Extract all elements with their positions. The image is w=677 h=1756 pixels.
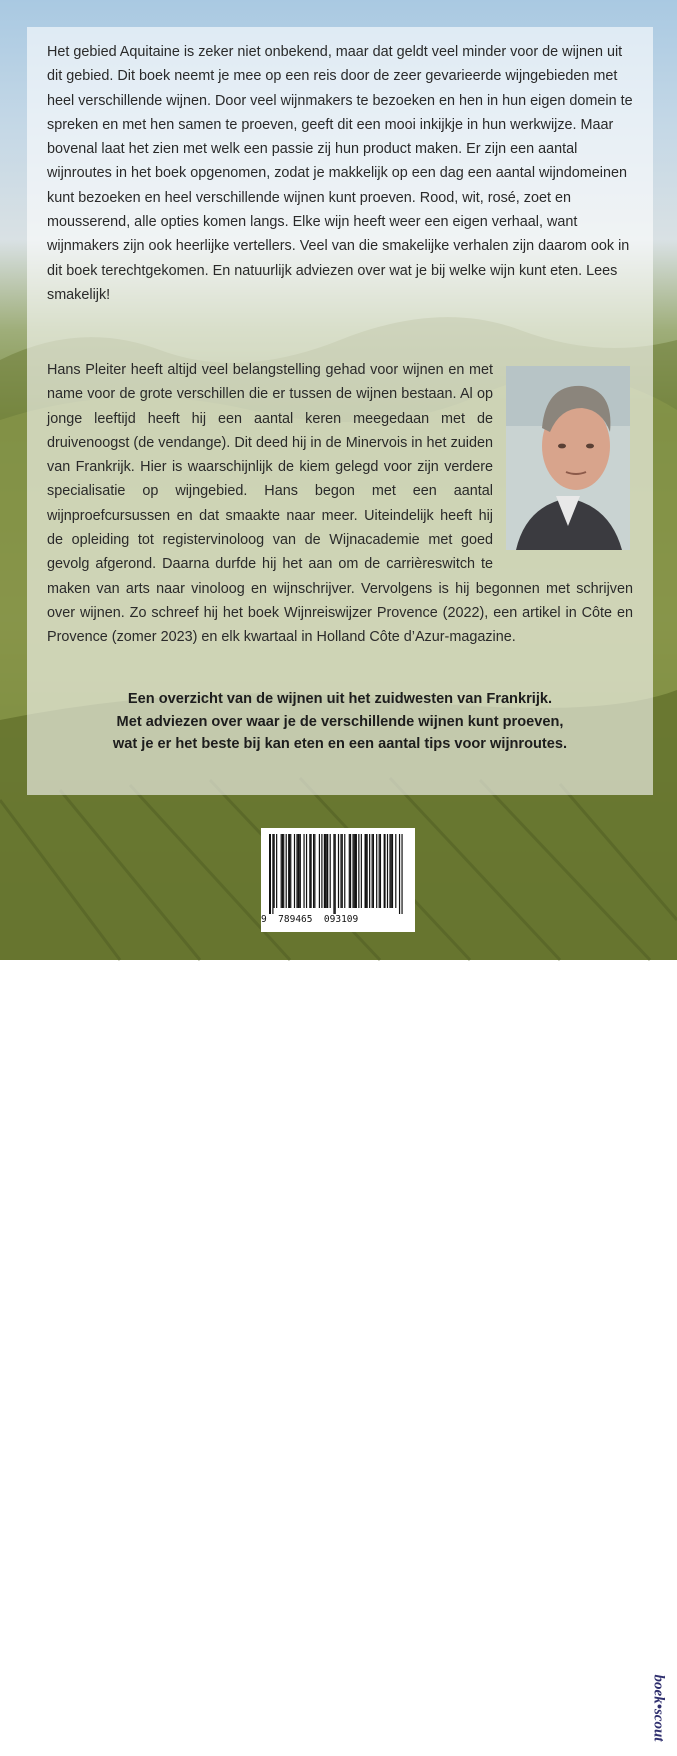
barcode-bar [380, 834, 381, 908]
barcode-bar [300, 834, 301, 908]
barcode-bar [311, 834, 312, 908]
barcode-bar [313, 834, 314, 908]
barcode-bar [399, 834, 400, 914]
barcode-bar [349, 834, 350, 908]
barcode-bar [361, 834, 362, 908]
barcode-bar [376, 834, 377, 908]
barcode [261, 828, 667, 1742]
barcode-bar [369, 834, 370, 908]
tagline-line: wat je er het beste bij kan eten en een aantal tips voor wijnroutes. [112, 736, 568, 752]
barcode-bar [354, 834, 355, 908]
barcode-bar [365, 834, 367, 908]
barcode-bar [384, 834, 386, 908]
barcode-bar [286, 834, 287, 908]
tagline-line: Een overzicht van de wijnen uit het zuidwesten van Frankrijk. [127, 691, 553, 707]
barcode-bar [283, 834, 284, 908]
barcode-bar [324, 834, 325, 908]
barcode-bar [314, 834, 315, 908]
barcode-bar [282, 834, 283, 908]
barcode-bar [303, 834, 304, 908]
book-description: Het gebied Aquitaine is zeker niet onbekend, maar dat geldt veel minder voor de wijnen uit dit gebied. Dit boek neemt je mee op een reis door de zeer gevarieerde wijngebieden met heel verschillende wijnen. Door veel wijnmakers te bezoeken en hen in hun eigen domein te spreken en met hen samen te proeven, geeft dit een mooi inkijkje in hun werkwijze. Maar bovenal laat het zien met welk een passie zij hun product maken. Er zijn een aantal wijnroutes in het boek opgenomen, zodat je makkelijk op een dag een aantal wijndomeinen kunt bezoeken en heel verschillende wijnen kunt proeven. Rood, wit, rosé, zoet en mousserend, alle opties komen langs. Elke wijn heeft weer een eigen verhaal, want wijnmakers zijn ook heerlijke vertellers. Veel van die smakelijke verhalen zijn daarom ook in dit boek terechtgekomen. En natuurlijk adviezen over wat je bij welke wijn kunt eten. Lees smakelijk! [47, 44, 633, 303]
barcode-bars [261, 828, 395, 914]
barcode-number: 9 789465 093109 [261, 914, 359, 925]
barcode-bar [294, 834, 295, 908]
barcode-bar [309, 834, 310, 908]
barcode-bar [338, 834, 339, 908]
barcode-bar [350, 834, 351, 908]
barcode-bar [372, 834, 373, 908]
author-bio-text: Hans Pleiter heeft altijd veel belangstelling gehad voor wijnen en met name voor de grote verschillen die er tussen de wijnen bestaan. Al op jonge leeftijd heeft hij een aantal keren meegedaan met de druivenoogst (de vendange). Dit deed hij in de Minervois in het zuiden van Frankrijk. Hier is waarschijnlijk de kiem gelegd voor zijn verdere specialisatie op wijngebied. Hans begon met een aantal wijnproefcursussen en dat smaakte naar meer. Uiteindelijk heeft hij de opleiding tot registervinoloog van de Wijnacademie met goed gevolg afgerond. Daarna durfde hij het aan om de carrièreswitch te maken van arts naar vinoloog en wijnschrijver. Vervolgens is hij begonnen met schrijven over wijnen. Zo schreef hij het boek Wijnreiswijzer Provence (2022), een artikel in Côte en Provence (zomer 2023) en elk kwartaal in Holland Côte d’Azur-magazine. [47, 362, 633, 646]
barcode-bar [358, 834, 359, 908]
barcode-bar [395, 834, 396, 908]
barcode-bar [333, 834, 334, 914]
barcode-bar [387, 834, 388, 908]
tagline-line: Met adviezen over waar je de verschillende wijnen kunt proeven, [116, 713, 564, 730]
barcode-bar [344, 834, 345, 908]
barcode-bar [321, 834, 322, 908]
barcode-bar [296, 834, 297, 908]
barcode-bar [272, 834, 273, 914]
barcode-bar [290, 834, 291, 908]
barcode-bar [389, 834, 390, 908]
barcode-bar [391, 834, 392, 908]
barcode-bar [340, 834, 341, 908]
barcode-bar [298, 834, 300, 908]
barcode-bar [325, 834, 326, 908]
barcode-bar [306, 834, 307, 908]
barcode-bar [330, 834, 331, 908]
barcode-bar [319, 834, 320, 908]
barcode-bar [274, 834, 275, 908]
barcode-bar [367, 834, 368, 908]
barcode-bar [373, 834, 374, 908]
barcode-bar [401, 834, 402, 914]
barcode-bar [392, 834, 393, 908]
barcode-bar [352, 834, 353, 908]
publisher-logo-text: boek•scout [650, 1674, 667, 1742]
barcode-bar [355, 834, 357, 908]
barcode-bar [288, 834, 290, 908]
barcode-bar [335, 834, 336, 914]
barcode-bar [281, 834, 282, 908]
barcode-bar [326, 834, 328, 908]
publisher-logo [643, 1660, 673, 1756]
author-bio [47, 358, 633, 650]
photo-spacer [505, 366, 631, 548]
barcode-bar [342, 834, 343, 908]
barcode-bar [276, 834, 277, 908]
tagline [27, 688, 653, 756]
barcode-bar [269, 834, 271, 914]
barcode-bar [379, 834, 380, 908]
